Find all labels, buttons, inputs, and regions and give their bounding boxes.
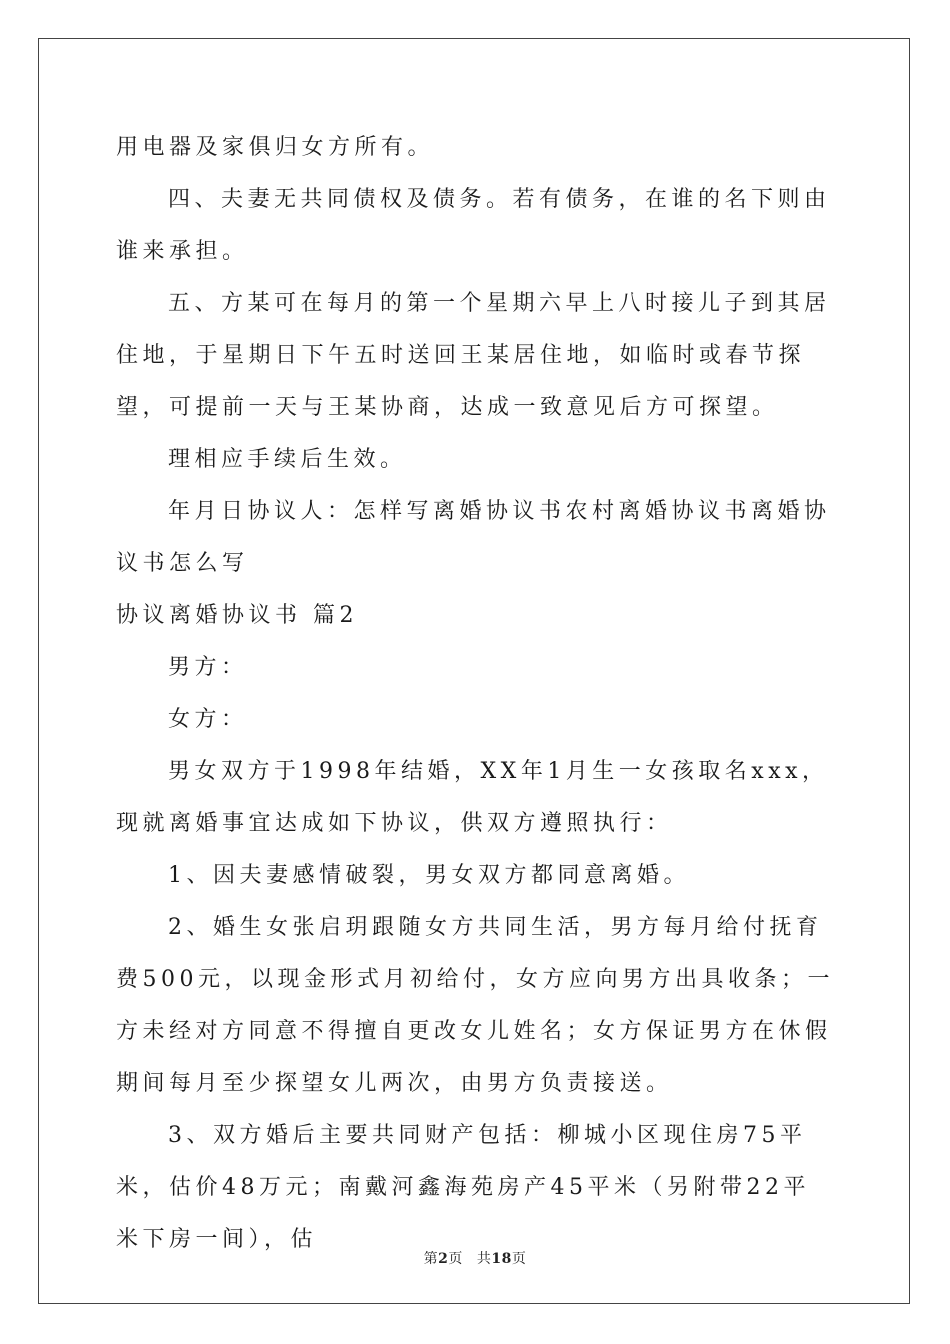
page-footer [0,1248,950,1268]
paragraph-clause-4: 四、夫妻无共同债权及债务。若有债务，在谁的名下则由谁来承担。 [116,187,831,264]
page-suffix: 页 [448,1251,463,1267]
paragraph-clause-5: 五、方某可在每月的第一个星期六早上八时接儿子到其居住地，于星期日下午五时送回王某居住地，如临时或春节探望，可提前一天与王某协商，达成一致意见后方可探望。 [116,291,831,420]
section-heading-2: 协议离婚协议书 篇2 [116,603,358,628]
paragraph-item-1: 1、因夫妻感情破裂，男女双方都同意离婚。 [168,863,690,888]
paragraph-effective: 理相应手续后生效。 [168,447,407,472]
paragraph-appliances: 用电器及家俱归女方所有。 [116,135,435,160]
paragraph-female-party: 女方： [168,707,248,732]
paragraph-signature-date: 年月日协议人：怎样写离婚协议书农村离婚协议书离婚协议书怎么写 [116,499,831,576]
paragraph-item-3: 3、双方婚后主要共同财产包括：柳城小区现住房75平米，估价48万元；南戴河鑫海苑房产45平米（另附带22平米下房一间），估 [116,1123,810,1252]
total-prefix: 共 [476,1251,492,1267]
page-current: 2 [438,1251,449,1267]
total-suffix: 页 [511,1251,527,1267]
page-total: 18 [491,1251,512,1267]
paragraph-male-party: 男方： [168,655,248,680]
document-body [116,122,836,1266]
paragraph-intro: 男女双方于1998年结婚，XX年1月生一女孩取名xxx，现就离婚事宜达成如下协议，供双方遵照执行： [116,759,829,836]
page-prefix: 第 [423,1251,439,1267]
paragraph-item-2: 2、婚生女张启玥跟随女方共同生活，男方每月给付抚育费500元，以现金形式月初给付，女方应向男方出具收条；一方未经对方同意不得擅自更改女儿姓名；女方保证男方在休假期间每月至少探望女儿两次，由男方负责接送。 [116,915,834,1096]
